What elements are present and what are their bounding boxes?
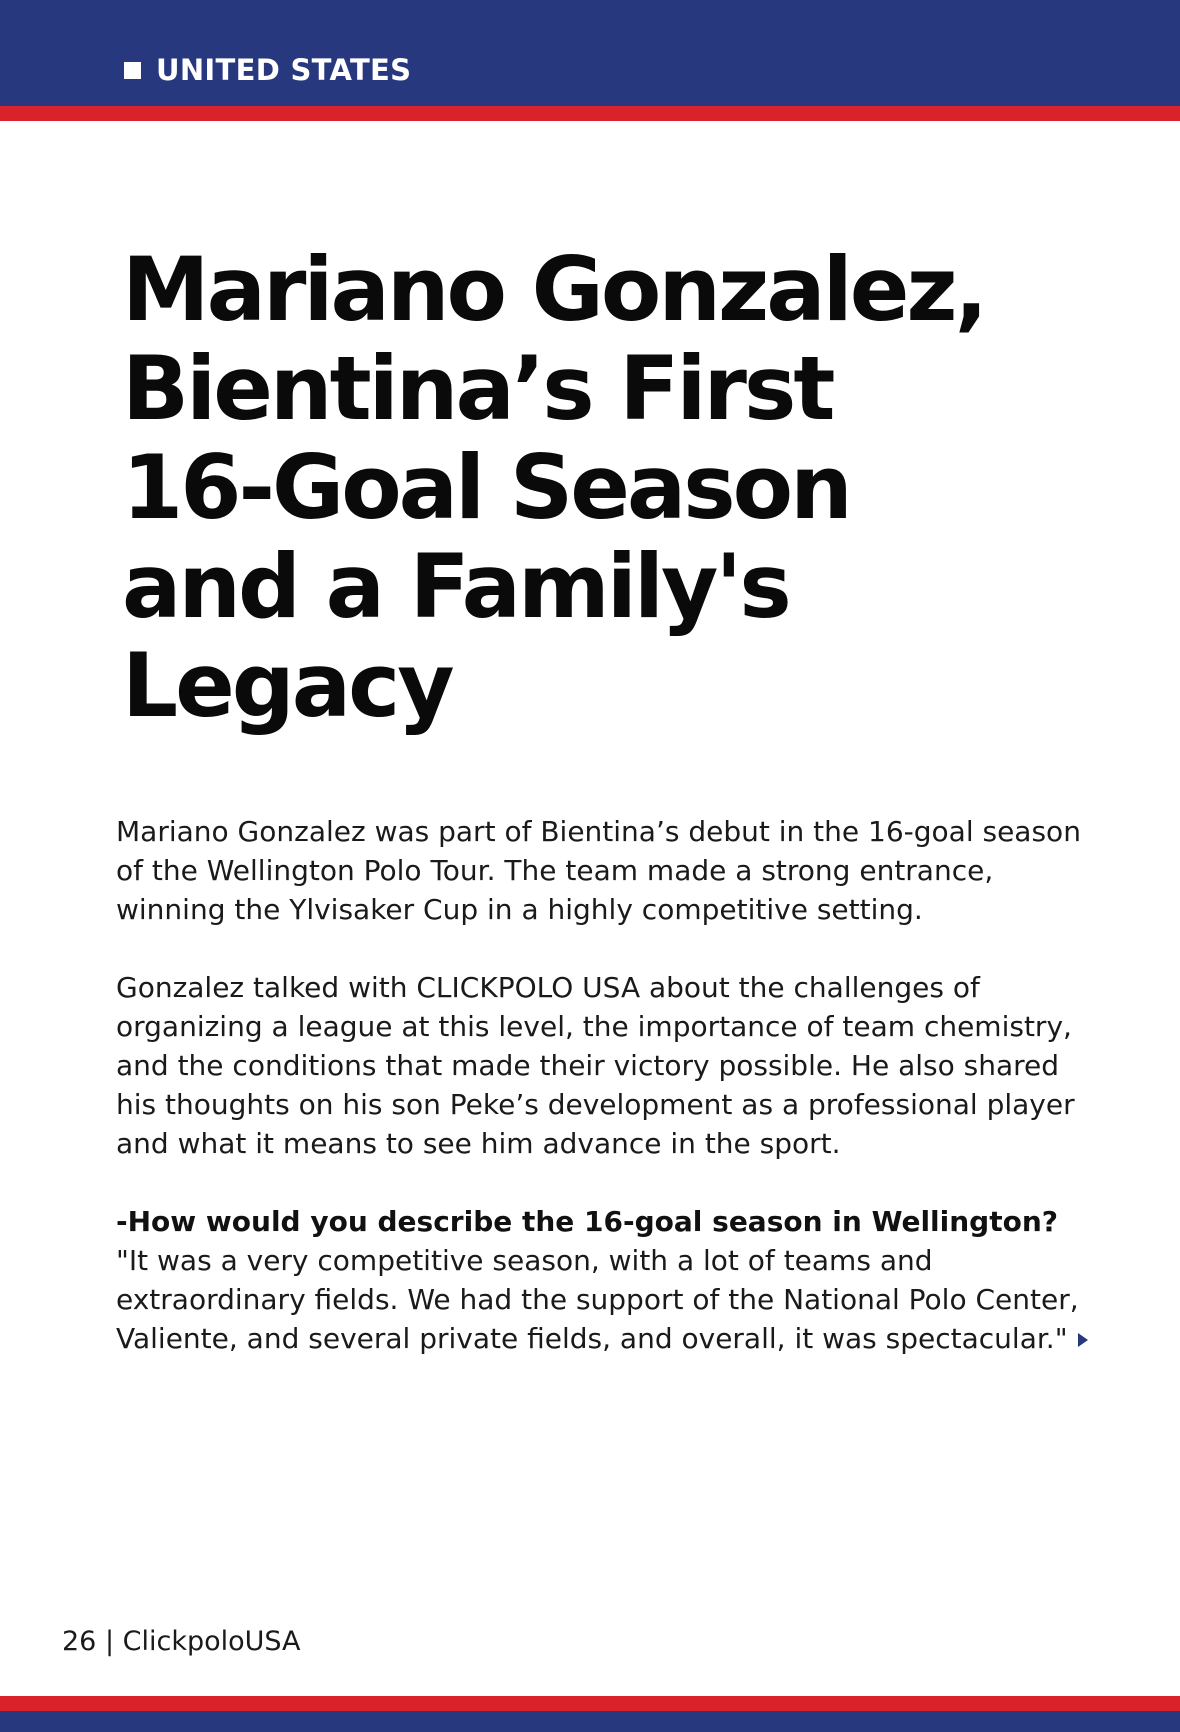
section-name: UNITED STATES bbox=[156, 53, 412, 87]
interview-answer bbox=[116, 1241, 1096, 1358]
intro-paragraph: Mariano Gonzalez was part of Bientina’s debut in the 16-goal season of the Wellington Polo Tour. The team made a strong entrance, winning the Ylvisaker Cup in a highly competitive setting. bbox=[116, 815, 1081, 926]
square-icon bbox=[124, 62, 141, 79]
title-line: Mariano Gonzalez, bbox=[122, 238, 986, 341]
article-body bbox=[116, 812, 1096, 1358]
title-line: 16-Goal Season bbox=[122, 436, 850, 539]
body-paragraph: Gonzalez talked with CLICKPOLO USA about the challenges of organizing a league at this level, the importance of team chemistry, and the conditions that made their victory possible. He also shared his thoughts on his son Peke’s development as a professional player and what it means to see him advance in the sport. bbox=[116, 971, 1075, 1160]
interview-question: -How would you describe the 16-goal season in Wellington? bbox=[116, 1205, 1059, 1238]
title-line: Legacy bbox=[122, 634, 452, 737]
footer-band bbox=[0, 1711, 1180, 1732]
page-footer: 26 | ClickpoloUSA bbox=[62, 1626, 301, 1657]
header-stripe bbox=[0, 106, 1180, 121]
article-title bbox=[122, 240, 1162, 735]
triangle-right-icon bbox=[1078, 1333, 1088, 1347]
title-line: and a Family's bbox=[122, 535, 789, 638]
footer-stripe bbox=[0, 1696, 1180, 1711]
title-line: Bientina’s First bbox=[122, 337, 833, 440]
answer-text: "It was a very competitive season, with a lot of teams and extraordinary fields. We had the support of the National Polo Center, Valiente, and several private fields, and overall, it was spectacular." bbox=[116, 1244, 1079, 1355]
section-label bbox=[124, 50, 411, 90]
